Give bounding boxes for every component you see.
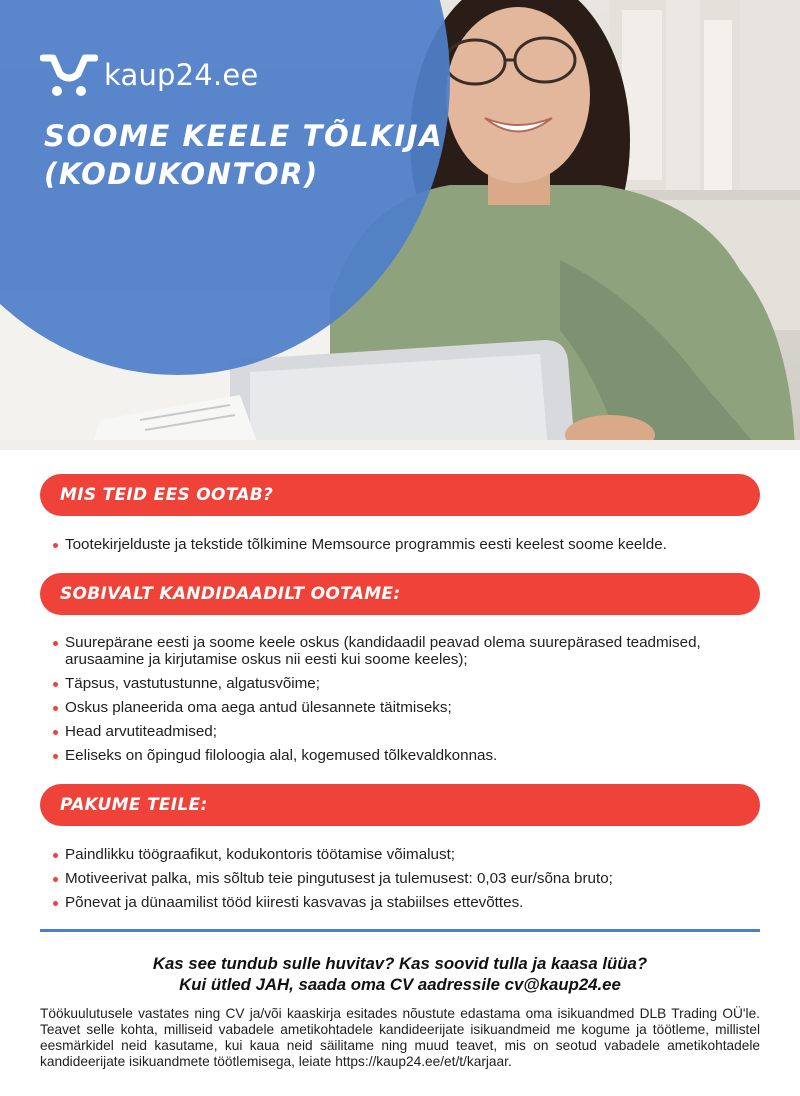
job-title-line-1: SOOME KEELE TÕLKIJA bbox=[44, 119, 444, 153]
list-item: Tootekirjelduste ja tekstide tõlkimine Memsource programmis eesti keelest soome keelde. bbox=[53, 536, 753, 553]
list-item: Eeliseks on õpingud filoloogia alal, kogemused tõlkevaldkonnas. bbox=[53, 747, 753, 764]
list-item: Suurepärane eesti ja soome keele oskus (kandidaadil peavad olema suurepärased teadmised, arusaamine ja kirjutamise oskus nii eesti kui soome keeles); bbox=[53, 634, 753, 668]
list-item: Motiveerivat palka, mis sõltub teie pingutusest ja tulemusest: 0,03 eur/sõna bruto; bbox=[53, 870, 753, 887]
list-item: Paindlikku töögraafikut, kodukontoris töötamise võimalust; bbox=[53, 846, 753, 863]
list-item: Oskus planeerida oma aega antud ülesannete täitmiseks; bbox=[53, 699, 753, 716]
list-item: Põnevat ja dünaamilist tööd kiiresti kasvavas ja stabiilses ettevõttes. bbox=[53, 894, 753, 911]
section-list-expectations bbox=[53, 536, 753, 560]
bullet-dot-icon bbox=[53, 543, 58, 548]
hero-banner bbox=[0, 0, 800, 450]
bullet-dot-icon bbox=[53, 853, 58, 858]
section-heading-expectations: MIS TEID EES OOTAB? bbox=[40, 474, 760, 516]
section-heading-requirements: SOBIVALT KANDIDAADILT OOTAME: bbox=[40, 573, 760, 615]
cta-question: Kas see tundub sulle huvitav? Kas soovid tulla ja kaasa lüüa? bbox=[152, 954, 648, 973]
privacy-disclaimer: Töökuulutusele vastates ning CV ja/või kaaskirja esitades nõustute edastama oma isikuandmed DLB Trading OÜ'le. Teavet selle kohta, milliseid vabadele ametikohtadele kandideerijate isikuandmeid me kogume ja töötleme, millistel eesmärkidel neid kasutame, kui kaua neid säilitame ning muud teavet, mis on seotud vabadele ametikohtadele kandideerijate isikuandmete töötlemisega, leiate https://kaup24.ee/et/t/karjaar. bbox=[40, 1006, 760, 1069]
cta-apply-email[interactable]: Kui ütled JAH, saada oma CV aadressile cv@kaup24.ee bbox=[179, 975, 621, 994]
section-list-offer bbox=[53, 846, 753, 918]
bullet-dot-icon bbox=[53, 901, 58, 906]
bullet-dot-icon bbox=[53, 730, 58, 735]
job-title-line-2: (KODUKONTOR) bbox=[44, 157, 319, 191]
section-divider bbox=[40, 929, 760, 932]
bullet-dot-icon bbox=[53, 682, 58, 687]
list-item: Täpsus, vastutustunne, algatusvõime; bbox=[53, 675, 753, 692]
job-title bbox=[44, 117, 443, 193]
section-list-requirements bbox=[53, 634, 753, 771]
bullet-dot-icon bbox=[53, 754, 58, 759]
list-item: Head arvutiteadmised; bbox=[53, 723, 753, 740]
section-heading-offer: PAKUME TEILE: bbox=[40, 784, 760, 826]
bullet-dot-icon bbox=[53, 641, 58, 646]
bullet-dot-icon bbox=[53, 706, 58, 711]
cart-logo-icon bbox=[40, 54, 98, 98]
brand-name: kaup24.ee bbox=[104, 58, 259, 92]
brand-logo[interactable] bbox=[40, 54, 258, 98]
bullet-dot-icon bbox=[53, 877, 58, 882]
